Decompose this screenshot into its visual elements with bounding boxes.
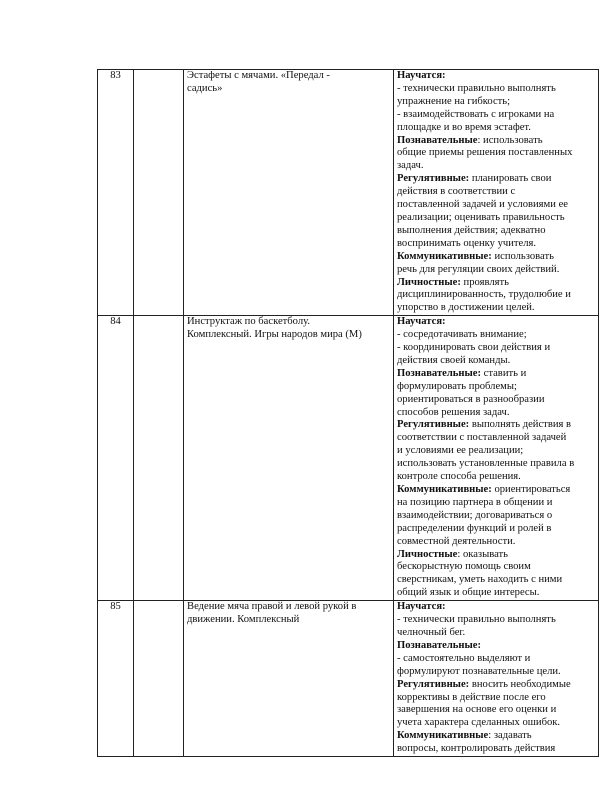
result-text: вопросы, контролировать действия [397,743,556,755]
result-text: бескорыстную помощь своим [397,561,531,573]
expected-results [394,70,599,316]
table-row [98,70,599,316]
result-line [397,458,595,471]
result-line [397,445,595,458]
result-line [397,653,595,666]
result-line [397,704,595,717]
result-text: формулировать проблемы; [397,380,517,392]
result-line [397,96,595,109]
lesson-date-cell [134,316,184,601]
result-text: : задавать [488,730,532,742]
result-text: соответствии с поставленной задачей [397,432,567,444]
result-text: дисциплинированность, трудолюбие и [397,289,571,301]
result-text: учета характера сделанных ошибок. [397,717,561,729]
result-line [397,342,595,355]
result-line [397,523,595,536]
topic-line: Комплексный. Игры народов мира (М) [187,329,362,341]
result-line [397,109,595,122]
result-line [397,83,595,96]
result-line [397,614,595,627]
result-text: действия в соответствии с [397,186,516,198]
result-line [397,484,595,497]
result-line [397,160,595,173]
result-line [397,316,595,329]
result-line [397,601,595,614]
result-line [397,587,595,600]
result-line [397,264,595,277]
result-line [397,355,595,368]
result-text: действия своей команды. [397,354,511,366]
result-text: задач. [397,160,424,172]
result-line [397,381,595,394]
result-text: - технически правильно выполнять [397,82,556,94]
result-text: формулируют познавательные цели. [397,665,561,677]
lesson-number: 85 [98,601,134,757]
result-text: - сосредотачивать внимание; [397,329,527,341]
result-text: завершения на основе его оценки и [397,704,557,716]
result-line [397,212,595,225]
result-text: челночный бег. [397,626,466,638]
result-line [397,147,595,160]
result-line [397,70,595,83]
topic-line: Эстафеты с мячами. «Передал - [187,70,330,81]
result-text: совместной деятельности. [397,535,516,547]
result-text: контроле способа решения. [397,471,521,483]
result-line [397,199,595,212]
result-text: планировать свои [469,173,552,185]
result-line [397,471,595,484]
result-line [397,394,595,407]
result-line [397,536,595,549]
result-line [397,561,595,574]
result-line [397,407,595,420]
result-heading: Регулятивные: [397,419,470,431]
result-line [397,251,595,264]
result-text: - технически правильно выполнять [397,614,556,626]
topic-line: движении. Комплексный [187,614,300,626]
result-line [397,743,595,756]
result-line [397,679,595,692]
result-text: - взаимодействовать с игроками на [397,108,555,120]
result-text: общие приемы решения поставленных [397,147,573,159]
result-line [397,627,595,640]
result-line [397,173,595,186]
result-line [397,277,595,290]
result-line [397,368,595,381]
result-text: способов решения задач. [397,406,510,418]
result-line [397,432,595,445]
result-heading: Познавательные: [397,367,481,379]
result-text: использовать установленные правила в [397,458,575,470]
result-text: упорство в достижении целей. [397,302,535,314]
result-heading: Познавательные [397,134,478,146]
result-text: вносить необходимые [469,678,571,690]
result-text: коррективы в действие после его [397,691,546,703]
result-text: распределении функций и ролей в [397,522,552,534]
result-text: речь для регуляции своих действий. [397,263,560,275]
lesson-date-cell [134,601,184,757]
result-heading: Познавательные: [397,639,481,651]
result-text: сверстникам, уметь находить с ними [397,574,563,586]
result-line [397,549,595,562]
result-line [397,574,595,587]
result-text: : использовать [477,134,543,146]
result-text: использовать [491,250,554,262]
result-text: выполнять действия в [469,419,572,431]
lesson-plan-table [97,69,599,757]
result-heading: Регулятивные: [397,678,470,690]
lesson-date-cell [134,70,184,316]
result-line [397,692,595,705]
result-line [397,717,595,730]
result-text: общий язык и общие интересы. [397,587,540,599]
result-text: ставить и [481,367,527,379]
result-line [397,238,595,251]
result-line [397,510,595,523]
result-text: проявлять [460,276,509,288]
lesson-topic [184,601,394,757]
result-text: ориентироваться [491,484,571,495]
result-text: выполнения действия; адекватно [397,224,546,236]
result-line [397,122,595,135]
result-heading: Личностные: [397,276,461,288]
result-heading: Личностные [397,548,458,560]
result-line [397,135,595,148]
result-text: на позицию партнера в общении и [397,496,553,508]
result-line [397,329,595,342]
result-heading: Коммуникативные: [397,484,492,495]
result-line [397,640,595,653]
result-text: : оказывать [457,548,508,560]
result-text: реализации; оценивать правильность [397,211,565,223]
lesson-topic [184,70,394,316]
result-line [397,497,595,510]
lesson-topic [184,316,394,601]
result-line [397,289,595,302]
result-text: воспринимать оценку учителя. [397,237,537,249]
result-text: упражнение на гибкость; [397,95,511,107]
topic-line: Ведение мяча правой и левой рукой в [187,601,357,613]
result-heading: Регулятивные: [397,173,470,185]
table-row [98,601,599,757]
result-line [397,225,595,238]
result-line [397,419,595,432]
result-heading: Научатся: [397,70,446,81]
result-text: площадке и во время эстафет. [397,121,531,133]
topic-line: Инструктаж по баскетболу. [187,316,311,328]
result-line [397,186,595,199]
expected-results [394,316,599,601]
lesson-number: 84 [98,316,134,601]
result-line [397,666,595,679]
topic-line: садись» [187,82,223,94]
result-text: - самостоятельно выделяют и [397,652,531,664]
result-heading: Научатся: [397,601,446,613]
result-heading: Научатся: [397,316,446,328]
lesson-plan-body [98,70,599,757]
result-text: взаимодействии; договариваться о [397,509,553,521]
result-line [397,302,595,315]
expected-results [394,601,599,757]
result-heading: Коммуникативные [397,730,489,742]
result-line [397,730,595,743]
result-heading: Коммуникативные: [397,250,492,262]
result-text: - координировать свои действия и [397,342,551,354]
result-text: поставленной задачей и условиями ее [397,199,568,211]
result-text: ориентироваться в разнообразии [397,393,545,405]
lesson-number: 83 [98,70,134,316]
table-row [98,316,599,601]
result-text: и условиями ее реализации; [397,445,524,457]
